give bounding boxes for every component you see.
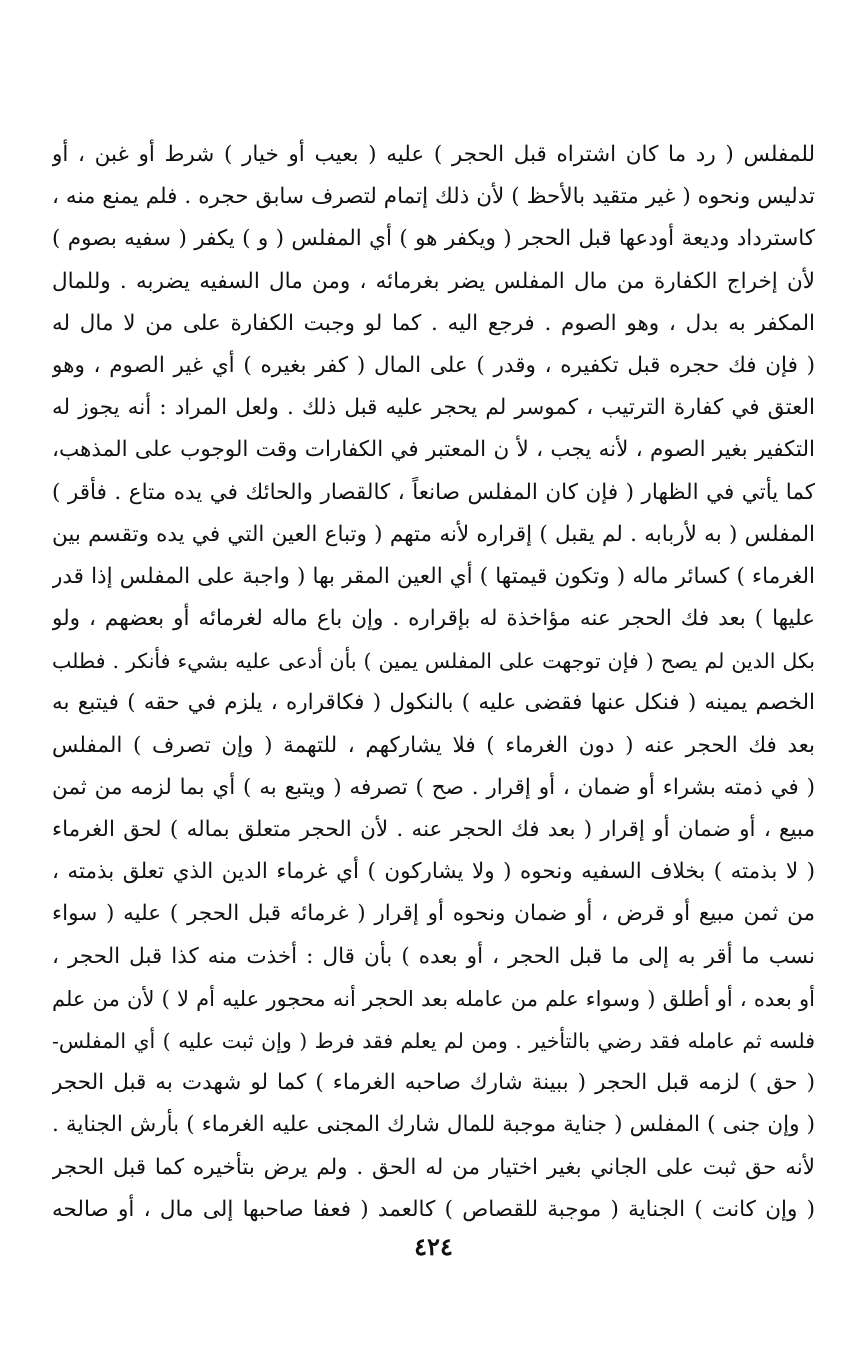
text-line: تدليس ونحوه ( غير متقيد بالأحظ ) لأن ذلك إتمام لتصرف سابق حجره . فلم يمنع منه ، <box>52 184 815 210</box>
text-line: بعد فك الحجر عنه ( دون الغرماء ) فلا يشاركهم ، للتهمة ( وإن تصرف ) المفلس <box>52 732 815 758</box>
text-line: للمفلس ( رد ما كان اشتراه قبل الحجر ) عليه ( بعيب أو خيار ) شرط أو غبن ، أو <box>52 142 815 167</box>
text-line: ( وإن كانت ) الجناية ( موجبة للقصاص ) كالعمد ( فعفا صاحبها إلى مال ، أو صالحه <box>52 1196 815 1222</box>
text-line: ( لا بذمته ) بخلاف السفيه ونحوه ( ولا يشاركون ) أي غرماء الدين الذي تعلق بذمته ، <box>52 859 815 885</box>
text-line: لأن إخراج الكفارة من مال المفلس يضر بغرمائه ، ومن مال السفيه يضربه . وللمال <box>52 268 815 294</box>
text-line: فلسه ثم عامله فقد رضي بالتأخير . ومن لم يعلم فقد فرط ( وإن ثبت عليه ) أي المفلس- <box>52 1028 815 1053</box>
text-line: الخصم يمينه ( فنكل عنها فقضى عليه ) بالنكول ( فكاقراره ، يلزم في حقه ) فيتبع به <box>52 690 815 716</box>
text-line: بكل الدين لم يصح ( فإن توجهت على المفلس يمين ) بأن أدعى عليه بشيء فأنكر . فطلب <box>52 649 815 674</box>
text-line: عليها ) بعد فك الحجر عنه مؤاخذة له بإقراره . وإن باع ماله لغرمائه أو بعضهم ، ولو <box>52 606 815 632</box>
text-line: ( في ذمته بشراء أو ضمان ، أو إقرار . صح ) تصرفه ( ويتبع به ) أي بما لزمه من ثمن <box>52 774 815 800</box>
text-line: من ثمن مبيع أو قرض ، أو ضمان ونحوه أو إقرار ( غرمائه قبل الحجر ) عليه ( سواء <box>52 901 815 927</box>
text-line: كما يأتي في الظهار ( فإن كان المفلس صانعاً ، كالقصار والحائك في يده متاع . فأقر ) <box>52 479 815 505</box>
page-number: ٤٢٤ <box>414 1232 453 1261</box>
text-line: مبيع ، أو ضمان أو إقرار ( بعد فك الحجر عنه . لأن الحجر متعلق بماله ) لحق الغرماء <box>52 817 815 842</box>
page-body-text <box>52 134 815 1231</box>
text-line: العتق في كفارة الترتيب ، كموسر لم يحجر عليه قبل ذلك . ولعل المراد : أنه يجوز له <box>52 395 815 421</box>
text-line: لأنه حق ثبت على الجاني بغير اختيار من له الحق . ولم يرض بتأخيره كما قبل الحجر <box>52 1154 815 1180</box>
text-line: الغرماء ) كسائر ماله ( وتكون قيمتها ) أي العين المقر بها ( واجبة على المفلس إذا قدر <box>52 563 815 589</box>
text-line: كاسترداد وديعة أودعها قبل الحجر ( ويكفر هو ) أي المفلس ( و ) يكفر ( سفيه بصوم ) <box>52 226 815 252</box>
text-line: التكفير بغير الصوم ، لأنه يجب ، لأ ن المعتبر في الكفارات وقت الوجوب على المذهب، <box>52 437 815 463</box>
text-line: ( حق ) لزمه قبل الحجر ( ببينة شارك صاحبه الغرماء ) كما لو شهدت به قبل الحجر <box>52 1070 815 1096</box>
text-line: نسب ما أقر به إلى ما قبل الحجر ، أو بعده ) بأن قال : أخذت منه كذا قبل الحجر ، <box>52 943 815 969</box>
text-line: المفلس ( به لأربابه . لم يقبل ) إقراره لأنه متهم ( وتباع العين التي في يده وتقسم بين <box>52 521 815 547</box>
text-line: المكفر به بدل ، وهو الصوم . فرجع اليه . كما لو وجبت الكفارة على من لا مال له <box>52 310 815 336</box>
text-line: ( وإن جنى ) المفلس ( جناية موجبة للمال شارك المجنى عليه الغرماء ) بأرش الجناية . <box>52 1112 815 1138</box>
text-line: ( فإن فك حجره قبل تكفيره ، وقدر ) على المال ( كفر بغيره ) أي غير الصوم ، وهو <box>52 352 815 378</box>
text-line: أو بعده ، أو أطلق ( وسواء علم من عامله بعد الحجر أنه محجور عليه أم لا ) لأن من علم <box>52 986 815 1011</box>
